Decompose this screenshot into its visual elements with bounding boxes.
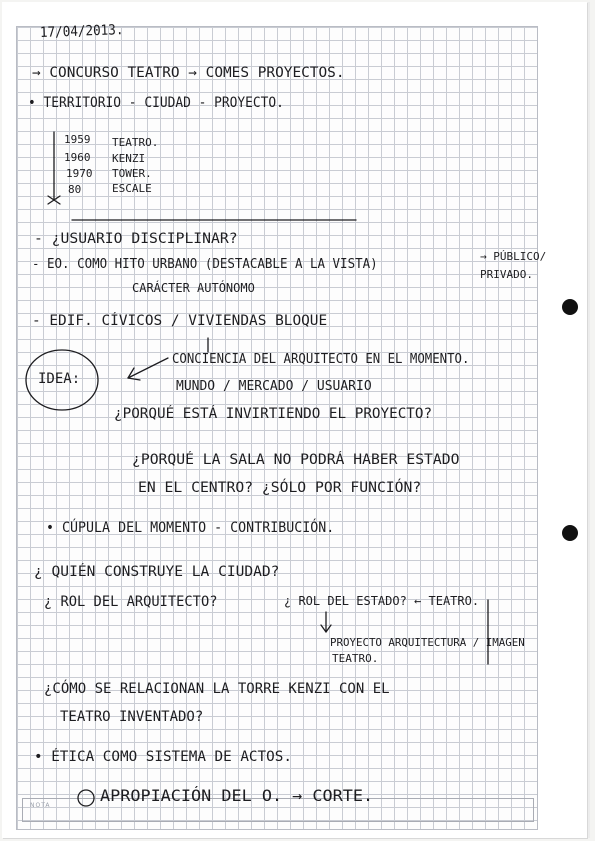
line-concurso: → CONCURSO TEATRO → COMES PROYECTOS. bbox=[32, 65, 345, 81]
line-rol-arq: ¿ ROL DEL ARQUITECTO? bbox=[44, 594, 218, 610]
note-2: KENZI bbox=[112, 152, 146, 165]
year-4: 80 bbox=[68, 183, 82, 196]
line-edif: - EDIF. CÍVICOS / VIVIENDAS BLOQUE bbox=[32, 313, 328, 329]
line-teatro: TEATRO. bbox=[332, 652, 379, 665]
line-centro: EN EL CENTRO? ¿SÓLO POR FUNCIÓN? bbox=[138, 480, 422, 496]
line-usuario: - ¿USUARIO DISCIPLINAR? bbox=[34, 231, 238, 247]
line-cupula: • CÚPULA DEL MOMENTO - CONTRIBUCIÓN. bbox=[46, 520, 335, 536]
line-caracter: CARÁCTER AUTÓNOMO bbox=[132, 281, 255, 295]
line-publico: → PÚBLICO/ PRIVADO. bbox=[480, 250, 547, 281]
note-3: TOWER. bbox=[112, 167, 152, 180]
year-1: 1959 bbox=[64, 133, 91, 146]
line-porque: ¿PORQUÉ ESTÁ INVIRTIENDO EL PROYECTO? bbox=[114, 406, 433, 422]
line-inventado: TEATRO INVENTADO? bbox=[60, 709, 204, 725]
line-hito: - EO. COMO HITO URBANO (DESTACABLE A LA VISTA) bbox=[32, 257, 378, 272]
footer-label: NOTA bbox=[30, 802, 51, 809]
line-proyecto: PROYECTO ARQUITECTURA / IMAGEN bbox=[330, 636, 525, 649]
year-2: 1960 bbox=[64, 151, 91, 164]
line-conciencia: CONCIENCIA DEL ARQUITECTO EN EL MOMENTO. bbox=[172, 352, 470, 367]
note-1: TEATRO. bbox=[112, 136, 159, 149]
line-como: ¿CÓMO SE RELACIONAN LA TORRE KENZI CON EL bbox=[44, 681, 390, 697]
binder-hole-top bbox=[562, 299, 578, 315]
line-apropiacion: APROPIACIÓN DEL O. → CORTE. bbox=[100, 786, 374, 805]
year-3: 1970 bbox=[66, 167, 93, 180]
date: 17/04/2013. bbox=[39, 22, 124, 41]
note-4: ESCALE bbox=[112, 182, 152, 195]
idea-label: IDEA: bbox=[38, 371, 81, 387]
line-etica: • ÉTICA COMO SISTEMA DE ACTOS. bbox=[34, 749, 292, 765]
line-sala: ¿PORQUÉ LA SALA NO PODRÁ HABER ESTADO bbox=[132, 452, 460, 468]
binder-hole-bottom bbox=[562, 525, 578, 541]
line-quien: ¿ QUIÉN CONSTRUYE LA CIUDAD? bbox=[34, 564, 280, 580]
line-territorio: • TERRITORIO - CIUDAD - PROYECTO. bbox=[28, 95, 284, 111]
line-rol-estado: ¿ ROL DEL ESTADO? ← TEATRO. bbox=[284, 594, 480, 608]
line-mundo: MUNDO / MERCADO / USUARIO bbox=[176, 379, 372, 394]
